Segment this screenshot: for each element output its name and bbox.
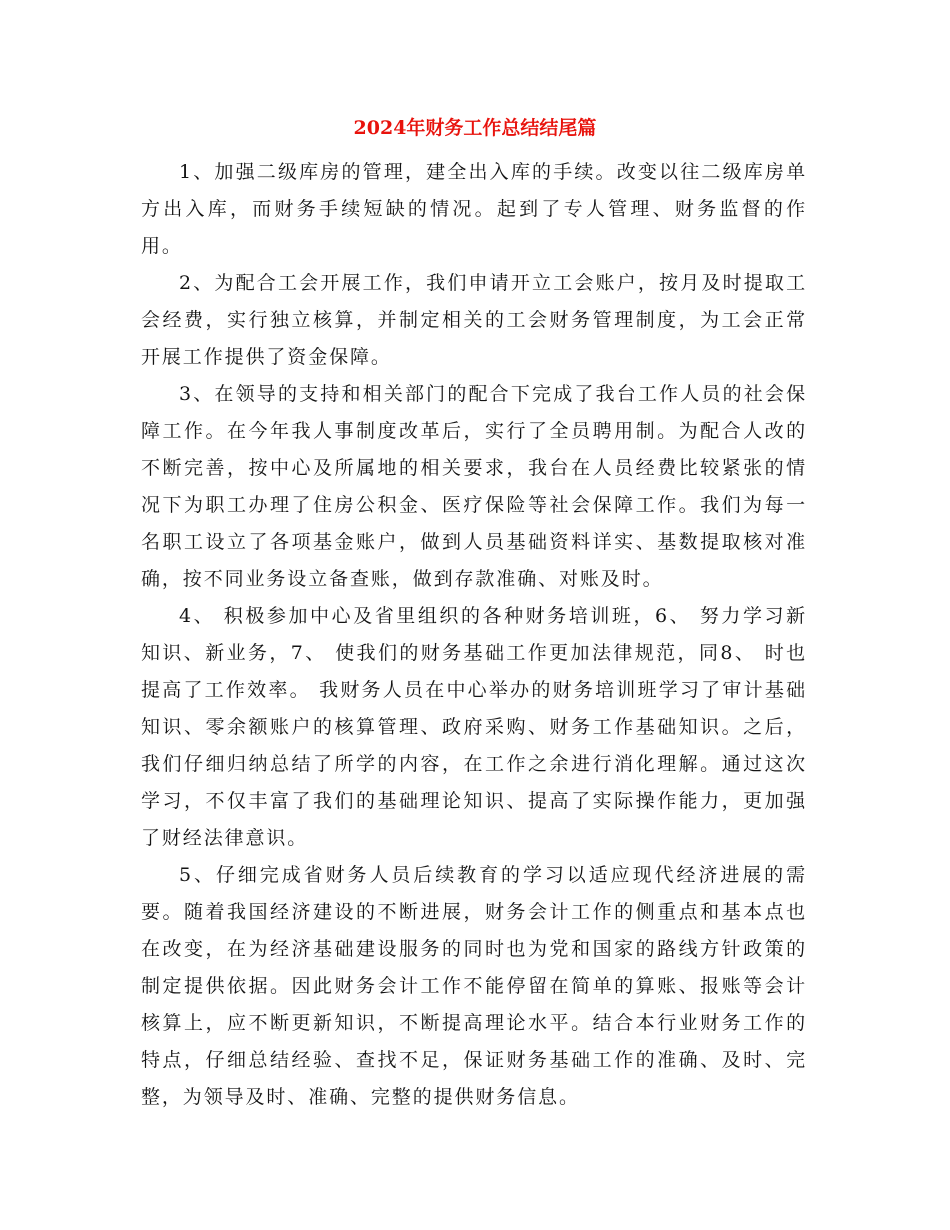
paragraph-4: 4、 积极参加中心及省里组织的各种财务培训班，6、 努力学习新知识、新业务，7、 使我们的财务基础工作更加法律规范，同8、 时也提高了工作效率。 我财务人员在中心举办的财务培训班学习了审计基础知识、零余额账户的核算管理、政府采购、财务工作基础知识。之后，我们仔细归纳总结了所学的内容，在工作之余进行消化理解。通过这次学习，不仅丰富了我们的基础理论知识、提高了实际操作能力，更加强了财经法律意识。 bbox=[141, 605, 807, 849]
paragraph-2: 2、为配合工会开展工作，我们申请开立工会账户，按月及时提取工会经费，实行独立核算，并制定相关的工会财务管理制度，为工会正常开展工作提供了资金保障。 bbox=[141, 272, 807, 368]
paragraph-3: 3、在领导的支持和相关部门的配合下完成了我台工作人员的社会保障工作。在今年我人事制度改革后，实行了全员聘用制。为配合人改的不断完善，按中心及所属地的相关要求，我台在人员经费比较紧张的情况下为职工办理了住房公积金、医疗保险等社会保障工作。我们为每一名职工设立了各项基金账户，做到人员基础资料详实、基数提取核对准确，按不同业务设立备查账，做到存款准确、对账及时。 bbox=[141, 383, 807, 590]
document-body bbox=[141, 154, 807, 1116]
paragraph-1: 1、加强二级库房的管理，建全出入库的手续。改变以往二级库房单方出入库，而财务手续短缺的情况。起到了专人管理、财务监督的作用。 bbox=[141, 161, 807, 257]
document-title: 2024年财务工作总结结尾篇 bbox=[353, 117, 597, 139]
paragraph-5: 5、仔细完成省财务人员后续教育的学习以适应现代经济进展的需要。随着我国经济建设的不断进展，财务会计工作的侧重点和基本点也在改变，在为经济基础建设服务的同时也为党和国家的路线方针政策的制定提供依据。因此财务会计工作不能停留在简单的算账、报账等会计核算上，应不断更新知识，不断提高理论水平。结合本行业财务工作的特点，仔细总结经验、查找不足，保证财务基础工作的准确、及时、完整，为领导及时、准确、完整的提供财务信息。 bbox=[141, 864, 807, 1108]
